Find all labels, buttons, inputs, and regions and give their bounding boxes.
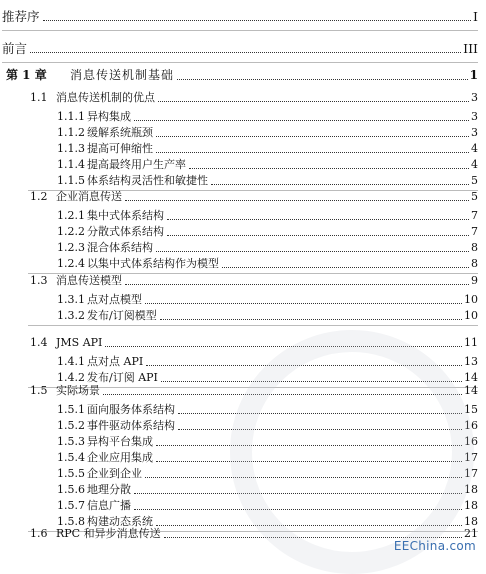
page-number: 13: [464, 355, 478, 368]
entry-title: 企业应用集成: [87, 451, 153, 464]
dot-leader: [156, 136, 469, 137]
section-divider: [2, 30, 478, 31]
entry-number: 1.6: [30, 527, 48, 540]
dot-leader: [145, 303, 462, 304]
entry-title: 以集中式体系结构作为模型: [87, 257, 219, 270]
entry-number: 1.4: [30, 336, 48, 349]
page-number: 15: [464, 403, 478, 416]
page-number: 21: [464, 527, 478, 540]
dot-leader: [43, 20, 472, 21]
page-number: 3: [471, 110, 478, 123]
entry-title: 体系结构灵活性和敏捷性: [87, 174, 208, 187]
front-matter-entry: [0, 40, 486, 57]
section-entry: [0, 272, 486, 289]
entry-title: 事件驱动体系结构: [87, 419, 175, 432]
page-number: 4: [471, 142, 478, 155]
page-number: 3: [471, 126, 478, 139]
entry-title: 前言: [2, 41, 28, 56]
entry-number: 1.5.2: [57, 419, 85, 432]
watermark-emblem: [230, 330, 474, 574]
page-number: 10: [464, 293, 478, 306]
dot-leader: [167, 235, 469, 236]
page-number: 17: [464, 451, 478, 464]
entry-title: 企业到企业: [87, 467, 142, 480]
entry-number: 1.3.1: [57, 293, 85, 306]
entry-number: 第 1 章: [6, 68, 47, 82]
entry-number: 1.1: [30, 91, 48, 104]
entry-title: 企业消息传送: [56, 190, 122, 203]
entry-number: 1.1.3: [57, 142, 85, 155]
section-divider: [28, 325, 478, 326]
page-number: 18: [464, 499, 478, 512]
page-number: 1: [469, 68, 478, 82]
entry-number: 1.2.4: [57, 257, 85, 270]
watermark-text: EEChina.com: [393, 539, 476, 553]
entry-number: 1.3.2: [57, 309, 85, 322]
subsection-entry: [0, 207, 486, 224]
entry-number: 1.5.7: [57, 499, 85, 512]
entry-title: 提高最终用户生产率: [87, 158, 186, 171]
subsection-entry: [0, 307, 486, 324]
page-number: 5: [471, 190, 478, 203]
subsection-entry: [0, 124, 486, 141]
page-number: 14: [464, 384, 478, 397]
subsection-entry: [0, 156, 486, 173]
page-number: 17: [464, 467, 478, 480]
page-number: 8: [471, 257, 478, 270]
entry-number: 1.2.3: [57, 241, 85, 254]
entry-title: 发布/订阅模型: [87, 309, 157, 322]
dot-leader: [125, 200, 469, 201]
entry-number: 1.2.1: [57, 209, 85, 222]
entry-number: 1.5.6: [57, 483, 85, 496]
entry-title: 点对点模型: [87, 293, 142, 306]
page-number: I: [473, 9, 478, 24]
entry-number: 1.4.2: [57, 371, 85, 384]
dot-leader: [177, 79, 468, 80]
page-number: 9: [471, 274, 478, 287]
entry-title: RPC 和异步消息传送: [56, 527, 161, 540]
entry-title: 构建动态系统: [87, 515, 153, 528]
entry-title: 异构集成: [87, 110, 131, 123]
entry-title: 推荐序: [2, 9, 40, 24]
entry-number: 1.5.5: [57, 467, 85, 480]
entry-number: 1.3: [30, 274, 48, 287]
entry-title: 消息传送机制的优点: [56, 91, 155, 104]
page-number: III: [463, 41, 478, 56]
page-number: 7: [471, 225, 478, 238]
entry-title: 提高可伸缩性: [87, 142, 153, 155]
entry-title: 消息传送机制基础: [70, 68, 175, 82]
page-number: 7: [471, 209, 478, 222]
entry-title: 发布/订阅 API: [87, 371, 158, 384]
entry-title: 分散式体系结构: [87, 225, 164, 238]
entry-title: 缓解系统瓶颈: [87, 126, 153, 139]
dot-leader: [211, 184, 469, 185]
entry-number: 1.2: [30, 190, 48, 203]
dot-leader: [160, 319, 462, 320]
entry-title: 集中式体系结构: [87, 209, 164, 222]
dot-leader: [189, 168, 469, 169]
page-number: 8: [471, 241, 478, 254]
entry-number: 1.1.5: [57, 174, 85, 187]
page-number: 11: [464, 336, 478, 349]
entry-number: 1.1.4: [57, 158, 85, 171]
entry-number: 1.5.4: [57, 451, 85, 464]
section-divider: [2, 62, 478, 63]
chapter-entry: [0, 67, 486, 84]
dot-leader: [134, 120, 469, 121]
page-number: 5: [471, 174, 478, 187]
dot-leader: [156, 152, 469, 153]
entry-title: 混合体系结构: [87, 241, 153, 254]
entry-title: 异构平台集成: [87, 435, 153, 448]
page-number: 18: [464, 515, 478, 528]
page-number: 4: [471, 158, 478, 171]
dot-leader: [156, 251, 469, 252]
subsection-entry: [0, 172, 486, 189]
page-number: 3: [471, 91, 478, 104]
entry-number: 1.5: [30, 384, 48, 397]
subsection-entry: [0, 291, 486, 308]
subsection-entry: [0, 223, 486, 240]
subsection-entry: [0, 108, 486, 125]
entry-title: 点对点 API: [87, 355, 144, 368]
page-number: 18: [464, 483, 478, 496]
entry-number: 1.2.2: [57, 225, 85, 238]
section-entry: [0, 89, 486, 106]
entry-number: 1.4.1: [57, 355, 85, 368]
entry-title: 消息传送模型: [56, 274, 122, 287]
entry-number: 1.5.1: [57, 403, 85, 416]
entry-title: 面向服务体系结构: [87, 403, 175, 416]
subsection-entry: [0, 255, 486, 272]
page-number: 14: [464, 371, 478, 384]
dot-leader: [125, 284, 469, 285]
entry-number: 1.1.1: [57, 110, 85, 123]
section-entry: [0, 188, 486, 205]
entry-number: 1.5.3: [57, 435, 85, 448]
entry-number: 1.5.8: [57, 515, 85, 528]
dot-leader: [167, 219, 469, 220]
dot-leader: [158, 101, 469, 102]
front-matter-entry: [0, 8, 486, 25]
dot-leader: [222, 267, 469, 268]
entry-title: 信息广播: [87, 499, 131, 512]
page-number: 10: [464, 309, 478, 322]
dot-leader: [30, 52, 461, 53]
page-number: 16: [464, 419, 478, 432]
entry-title: 地理分散: [87, 483, 131, 496]
entry-title: JMS API: [56, 336, 103, 349]
subsection-entry: [0, 239, 486, 256]
page-number: 16: [464, 435, 478, 448]
subsection-entry: [0, 140, 486, 157]
entry-title: 实际场景: [56, 384, 100, 397]
entry-number: 1.1.2: [57, 126, 85, 139]
